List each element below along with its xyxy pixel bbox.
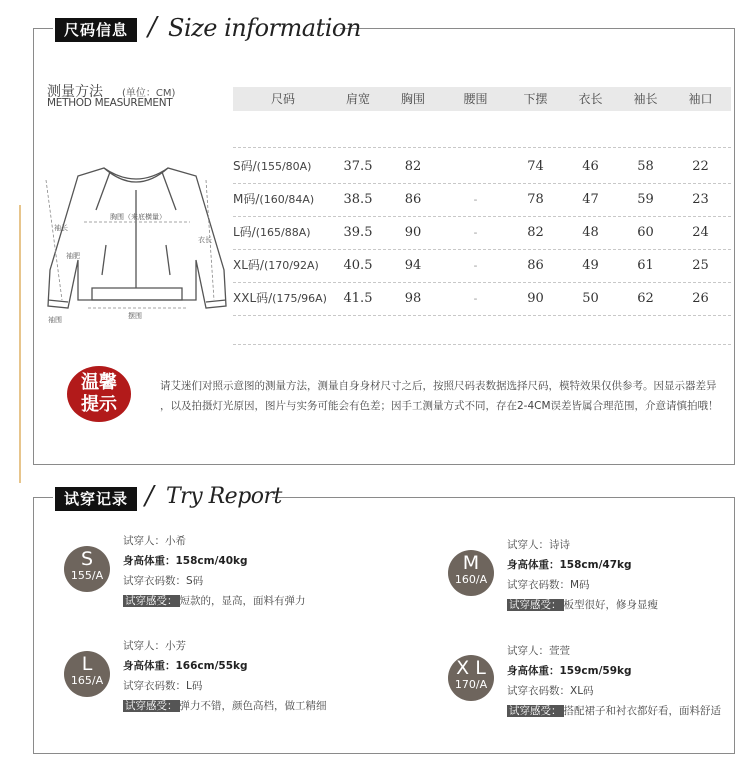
tester-size: 试穿衣码数：S码 — [123, 575, 204, 587]
tester-size-badge — [448, 550, 494, 596]
tester-height-weight-label: 身高体重： — [507, 665, 560, 677]
size-cell-value: 22 — [692, 159, 709, 174]
tester-height-weight-value: 166cm/55kg — [175, 660, 248, 672]
size-range: (155/80A) — [256, 160, 312, 173]
diagram-label-cuff: 袖肥 — [66, 252, 80, 260]
size-range: (175/96A) — [272, 292, 327, 305]
size-range: (165/88A) — [255, 226, 311, 239]
tip-text — [160, 376, 735, 416]
size-cell-value: 50 — [582, 291, 599, 306]
size-cell-value: 23 — [692, 192, 709, 207]
tester-size: 试穿衣码数：L码 — [123, 680, 203, 692]
tester-height-weight — [507, 557, 632, 572]
badge-size: L — [81, 653, 93, 675]
tip-line-1: 请艾迷们对照示意图的测量方法，测量自身身材尺寸之后，按照尺码表数据选择尺码，模特效果仅供参考。因显示器差异 — [160, 380, 717, 392]
size-cell-value: 74 — [527, 159, 544, 174]
diagram-label-length: 衣长 — [198, 236, 212, 244]
size-cell-value: 46 — [582, 159, 599, 174]
size-cell-value: 60 — [637, 225, 654, 240]
tester-size-badge — [64, 546, 110, 592]
size-cell-value: 86 — [527, 258, 544, 273]
tip-badge-line1: 温馨 — [81, 372, 117, 393]
size-cell-value: 38.5 — [343, 192, 373, 207]
size-info-script-title: Size information — [168, 14, 361, 42]
tester-height-weight-value: 158cm/47kg — [559, 559, 632, 571]
size-cell-value: 48 — [582, 225, 599, 240]
tester-feeling-value: 搭配裙子和衬衣都好看，面料舒适 — [563, 705, 721, 717]
badge-size: M — [462, 552, 480, 574]
size-cell-value — [443, 150, 508, 183]
size-row — [233, 249, 731, 282]
diagram-label-sleeve: 袖长 — [54, 224, 68, 232]
size-cell-value: 47 — [582, 192, 599, 207]
size-info-label: 尺码信息 — [55, 18, 137, 42]
size-cell-value: - — [473, 193, 478, 206]
tester-name: 试穿人：小希 — [123, 535, 186, 547]
size-cell-value: - — [473, 292, 478, 305]
size-cell-value: 98 — [404, 291, 422, 306]
size-cell-value: 59 — [637, 192, 654, 207]
size-cell-value: 25 — [692, 258, 709, 273]
tester-height-weight-value: 159cm/59kg — [559, 665, 632, 677]
accent-bar — [19, 205, 21, 483]
size-cell-value: 37.5 — [343, 159, 373, 174]
size-cell-value: - — [473, 259, 478, 272]
tester-name: 试穿人：诗诗 — [507, 539, 570, 551]
size-cell-value: 62 — [637, 291, 654, 306]
size-cell-value: 39.5 — [343, 225, 373, 240]
jacket-diagram — [36, 150, 236, 330]
try-report-script-title: Try Report — [166, 484, 282, 509]
th-cuff: 袖口 — [688, 92, 713, 106]
size-cell-value: 90 — [404, 225, 422, 240]
size-row — [233, 150, 731, 183]
size-row-label — [233, 183, 314, 216]
row-divider — [233, 315, 731, 316]
size-row-label — [233, 216, 311, 249]
method-title: 测量方法 — [47, 84, 103, 100]
size-row-label — [233, 282, 327, 315]
tester-feeling-value: 弹力不错，颜色高档，做工精细 — [179, 700, 327, 712]
tester-height-weight-label: 身高体重： — [123, 660, 176, 672]
tester-feeling-value: 板型很好，修身显瘦 — [563, 599, 658, 611]
size-cell-value: 24 — [692, 225, 709, 240]
tip-badge — [67, 366, 131, 422]
size-range: (170/92A) — [263, 259, 319, 272]
tester-feeling-label: 试穿感受： — [125, 700, 178, 712]
frame-line — [272, 497, 734, 498]
size-cell-value: 26 — [692, 291, 709, 306]
badge-size-sub: 155/A — [70, 569, 104, 582]
size-code: M码/ — [233, 192, 260, 206]
tester-height-weight — [507, 663, 632, 678]
tester-height-weight-label: 身高体重： — [507, 559, 560, 571]
size-cell-value: 82 — [404, 159, 422, 174]
badge-size-sub: 170/A — [454, 678, 488, 691]
tester-height-weight-value: 158cm/40kg — [175, 555, 248, 567]
tip-badge-line2: 提示 — [81, 394, 117, 415]
tester-size: 试穿衣码数：XL码 — [507, 685, 594, 697]
size-cell-value: - — [473, 226, 478, 239]
tester-feeling — [507, 703, 721, 718]
badge-size-sub: 160/A — [454, 573, 488, 586]
size-cell-value: 94 — [404, 258, 422, 273]
size-code: L码/ — [233, 225, 256, 239]
size-cell-value: 86 — [404, 192, 422, 207]
frame-line — [340, 28, 734, 29]
size-cell-value: 78 — [527, 192, 544, 207]
size-table-header — [233, 87, 731, 111]
size-row — [233, 183, 731, 216]
size-code: XXL码/ — [233, 291, 273, 305]
size-cell-value: 40.5 — [343, 258, 373, 273]
th-length: 衣长 — [578, 92, 603, 106]
size-row — [233, 216, 731, 249]
diagram-label-chest: 胸围（来底横量） — [110, 213, 166, 221]
title-slash: / — [148, 12, 157, 42]
tester-name: 试穿人：小芳 — [123, 640, 186, 652]
th-hem: 下摆 — [523, 92, 548, 106]
size-row-label — [233, 150, 311, 183]
tester-feeling — [507, 597, 658, 612]
row-divider — [233, 344, 731, 345]
size-cell-value: 58 — [637, 159, 654, 174]
size-cell-value: 82 — [527, 225, 544, 240]
tester-size-badge — [448, 655, 494, 701]
method-en: METHOD MEASUREMENT — [47, 97, 173, 109]
try-report-label: 试穿记录 — [55, 487, 137, 511]
tester-feeling — [123, 698, 327, 713]
diagram-label-hem: 摆围 — [128, 312, 142, 320]
size-code: S码/ — [233, 159, 257, 173]
tester-size-badge — [64, 651, 110, 697]
th-size: 尺码 — [270, 92, 295, 106]
size-cell-value: 41.5 — [343, 291, 373, 306]
size-range: (160/84A) — [259, 193, 315, 206]
size-row — [233, 282, 731, 315]
tester-feeling-label: 试穿感受： — [509, 599, 562, 611]
size-code: XL码/ — [233, 258, 264, 272]
th-shoulder: 肩宽 — [345, 92, 370, 106]
tip-line-2: ，以及拍摄灯光原因，图片与实务可能会有色差；因手工测量方式不同，存在2-4CM误差皆属合理范围，介意请慎拍哦！ — [160, 400, 719, 412]
badge-size-sub: 165/A — [70, 674, 104, 687]
th-waist: 腰围 — [463, 92, 488, 106]
tester-feeling — [123, 593, 306, 608]
size-cell-value: 49 — [582, 258, 599, 273]
tester-feeling-label: 试穿感受： — [509, 705, 562, 717]
badge-size: S — [80, 548, 94, 570]
size-row-label — [233, 249, 319, 282]
th-sleeve: 袖长 — [633, 92, 658, 106]
size-cell-value: 61 — [637, 258, 654, 273]
title-slash: / — [145, 481, 154, 511]
badge-size: X L — [456, 657, 486, 679]
size-cell-value: 90 — [527, 291, 544, 306]
method-unit: (单位：CM) — [122, 88, 176, 99]
row-divider — [233, 147, 731, 148]
tester-height-weight — [123, 553, 248, 568]
tester-feeling-label: 试穿感受： — [125, 595, 178, 607]
tester-name: 试穿人：萱萱 — [507, 645, 570, 657]
diagram-label-cuff2: 袖围 — [48, 316, 62, 324]
tester-size: 试穿衣码数：M码 — [507, 579, 590, 591]
tester-height-weight — [123, 658, 248, 673]
th-chest: 胸围 — [400, 92, 425, 106]
tester-height-weight-label: 身高体重： — [123, 555, 176, 567]
tester-feeling-value: 短款的，显高，面料有弹力 — [179, 595, 306, 607]
